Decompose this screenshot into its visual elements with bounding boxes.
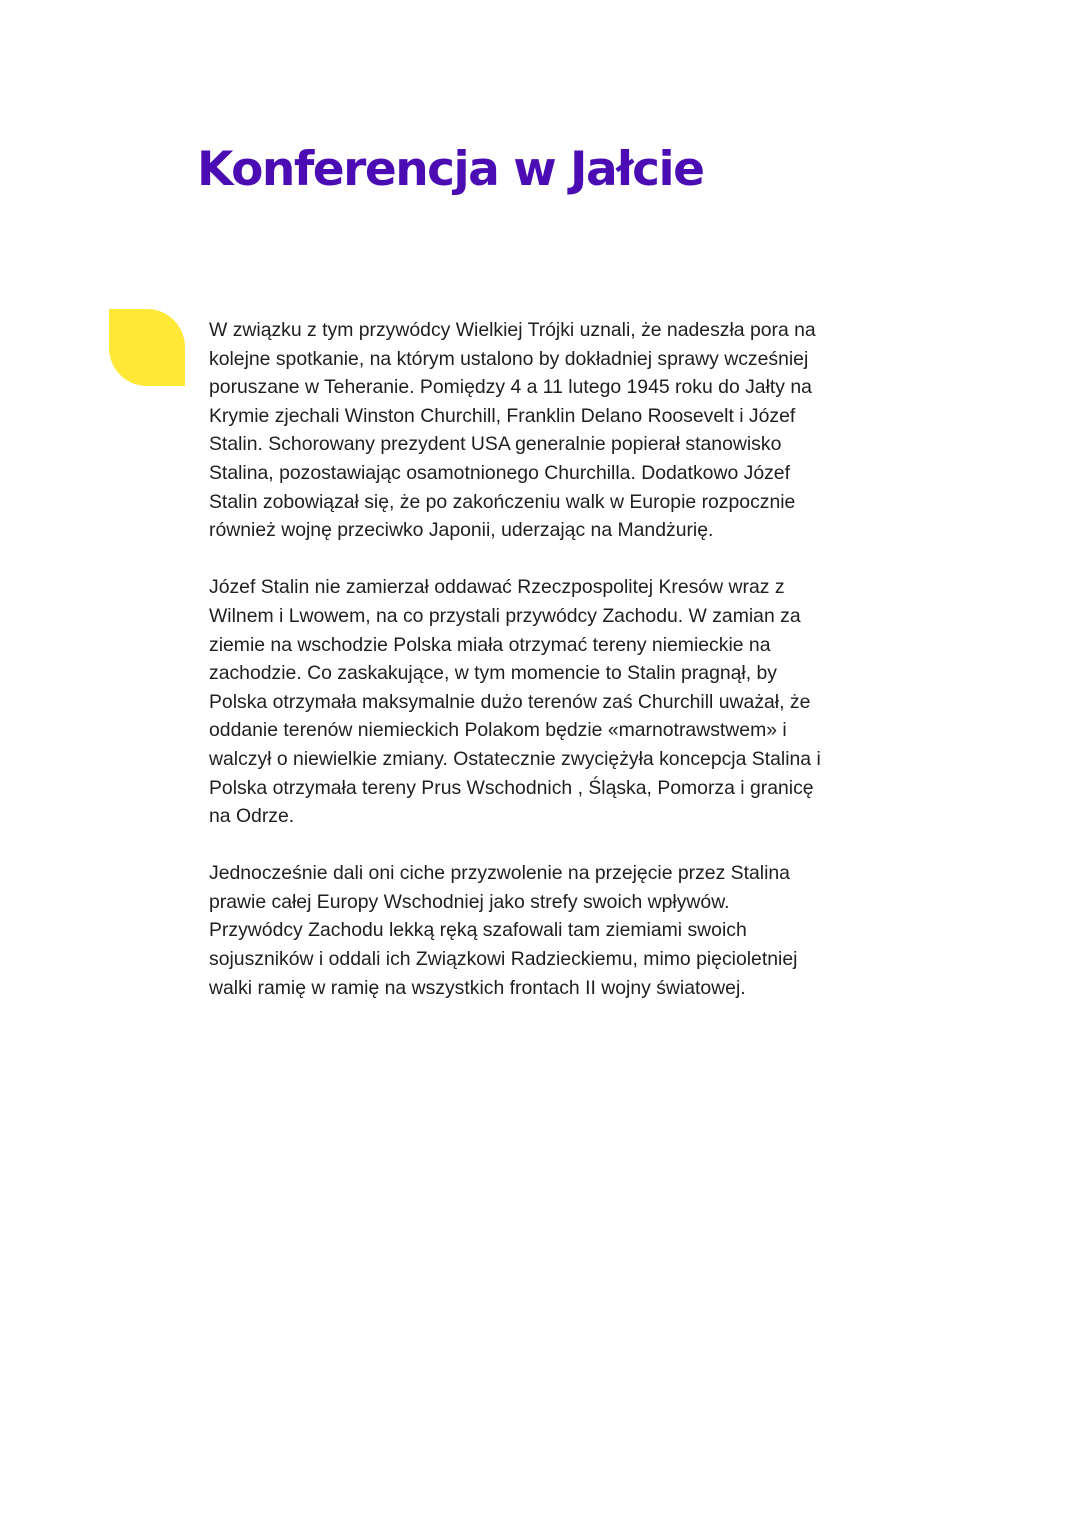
text-line: walczył o niewielkie zmiany. Ostatecznie zwyciężyła koncepcja Stalina i — [209, 747, 821, 770]
text-line: prawie całej Europy Wschodniej jako strefy swoich wpływów. — [209, 890, 730, 913]
article-body — [209, 316, 929, 1031]
paragraph — [209, 316, 929, 545]
text-line: Józef Stalin nie zamierzał oddawać Rzeczpospolitej Kresów wraz z — [209, 576, 785, 599]
text-line: ziemie na wschodzie Polska miała otrzymać tereny niemieckie na — [209, 633, 771, 656]
text-line: walki ramię w ramię na wszystkich frontach II wojny światowej. — [209, 976, 746, 999]
text-line: Jednocześnie dali oni ciche przyzwolenie na przejęcie przez Stalina — [209, 862, 790, 885]
text-line: Polska otrzymała maksymalnie dużo terenów zaś Churchill uważał, że — [209, 690, 811, 713]
text-line: Stalin. Schorowany prezydent USA generalnie popierał stanowisko — [209, 433, 782, 456]
text-line: W związku z tym przywódcy Wielkiej Trójki uznali, że nadeszła pora na — [209, 319, 816, 341]
paragraph — [209, 573, 929, 830]
text-line: na Odrze. — [209, 805, 295, 828]
text-line: Stalin zobowiązał się, że po zakończeniu walk w Europie rozpocznie — [209, 490, 796, 513]
text-line: również wojnę przeciwko Japonii, uderzając na Mandżurię. — [209, 519, 714, 542]
text-line: Przywódcy Zachodu lekką ręką szafowali tam ziemiami swoich — [209, 919, 747, 942]
leaf-shape — [109, 309, 185, 386]
text-line: zachodzie. Co zaskakujące, w tym momencie to Stalin pragnął, by — [209, 662, 777, 685]
text-line: oddanie terenów niemieckich Polakom będzie «marnotrawstwem» i — [209, 719, 787, 742]
paragraph — [209, 859, 929, 1002]
text-line: Krymie zjechali Winston Churchill, Franklin Delano Roosevelt i Józef — [209, 404, 796, 427]
text-line: Polska otrzymała tereny Prus Wschodnich , Śląska, Pomorza i granicę — [209, 776, 814, 799]
text-line: kolejne spotkanie, na którym ustalono by dokładniej sprawy wcześniej — [209, 347, 809, 370]
text-line: Stalina, pozostawiając osamotnionego Churchilla. Dodatkowo Józef — [209, 461, 790, 484]
yellow-leaf-icon — [109, 309, 185, 386]
text-line: sojuszników i oddali ich Związkowi Radzieckiemu, mimo pięcioletniej — [209, 948, 798, 971]
page-title: Konferencja w Jałcie — [197, 142, 704, 197]
text-line: Wilnem i Lwowem, na co przystali przywódcy Zachodu. W zamian za — [209, 604, 801, 627]
text-line: poruszane w Teheranie. Pomiędzy 4 a 11 lutego 1945 roku do Jałty na — [209, 376, 812, 399]
